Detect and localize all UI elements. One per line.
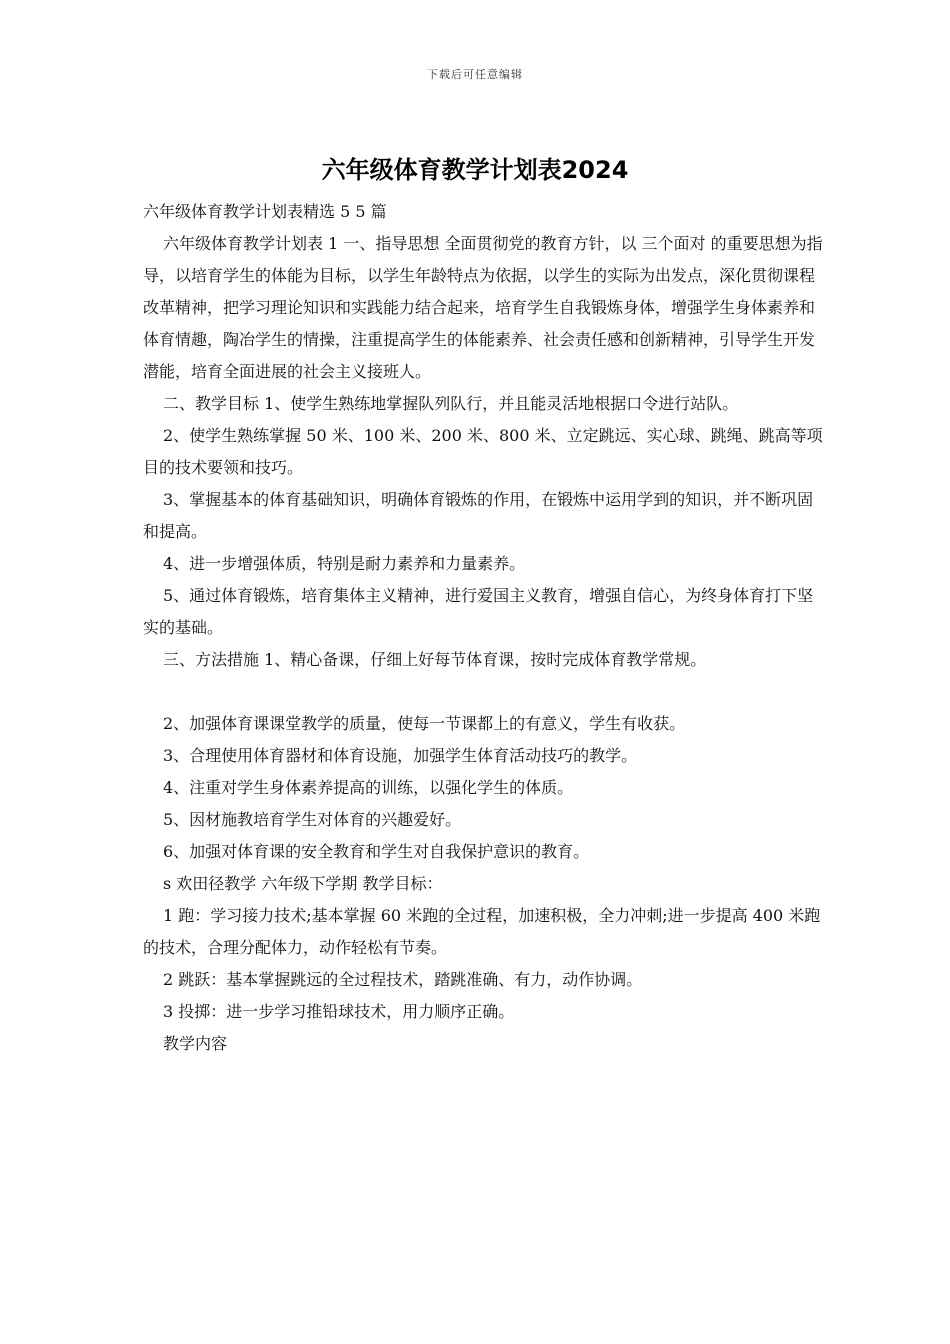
document-body [143, 196, 823, 1060]
paragraph-method-3: 3、合理使用体育器材和体育设施，加强学生体育活动技巧的教学。 [163, 746, 638, 765]
paragraph-spacer [143, 676, 823, 708]
paragraph-track-teaching: s 欢田径教学 六年级下学期 教学目标： [163, 874, 443, 893]
paragraph-guiding-ideology: 六年级体育教学计划表 1 一、指导思想 全面贯彻党的教育方针，以 三个面对 的重要思想为指导，以培育学生的体能为目标，以学生年龄特点为依据，以学生的实际为出发点，深化贯彻课程改革精神，把学习理论知识和实践能力结合起来，培育学生自我锻炼身体，增强学生身体素养和体育情趣，陶冶学生的情操，注重提高学生的体能素养、社会责任感和创新精神，引导学生开发潜能，培育全面进展的社会主义接班人。 [143, 234, 823, 381]
paragraph-throwing: 3 投掷：进一步学习推铅球技术，用力顺序正确。 [163, 1002, 515, 1021]
paragraph-method-2: 2、加强体育课课堂教学的质量，使每一节课都上的有意义，学生有收获。 [163, 714, 686, 733]
paragraph-jumping: 2 跳跃：基本掌握跳远的全过程技术，踏跳准确、有力，动作协调。 [163, 970, 643, 989]
paragraph-goal-4: 4、进一步增强体质，特别是耐力素养和力量素养。 [163, 554, 526, 573]
paragraph-method-6: 6、加强对体育课的安全教育和学生对自我保护意识的教育。 [163, 842, 590, 861]
paragraph-teaching-goals: 二、教学目标 1、使学生熟练地掌握队列队行，并且能灵活地根据口令进行站队。 [163, 394, 739, 413]
paragraph-goal-2: 2、使学生熟练掌握 50 米、100 米、200 米、800 米、立定跳远、实心球、跳绳、跳高等项目的技术要领和技巧。 [143, 426, 823, 477]
paragraph-method-5: 5、因材施教培育学生对体育的兴趣爱好。 [163, 810, 462, 829]
paragraph-method-4: 4、注重对学生身体素养提高的训练，以强化学生的体质。 [163, 778, 574, 797]
paragraph-teaching-content: 教学内容 [163, 1034, 228, 1053]
paragraph-goal-3: 3、掌握基本的体育基础知识，明确体育锻炼的作用，在锻炼中运用学到的知识，并不断巩固和提高。 [143, 490, 814, 541]
paragraph-methods: 三、方法措施 1、精心备课，仔细上好每节体育课，按时完成体育教学常规。 [163, 650, 707, 669]
document-subtitle: 六年级体育教学计划表精选 5 5 篇 [143, 202, 387, 221]
paragraph-goal-5: 5、通过体育锻炼，培育集体主义精神，进行爱国主义教育，增强自信心，为终身体育打下坚实的基础。 [143, 586, 814, 637]
paragraph-running: 1 跑：学习接力技术;基本掌握 60 米跑的全过程，加速积极，全力冲刺;进一步提高 400 米跑的技术，合理分配体力，动作轻松有节奏。 [143, 906, 821, 957]
page-header-note: 下载后可任意编辑 [427, 68, 523, 81]
document-title: 六年级体育教学计划表2024 [321, 156, 629, 184]
